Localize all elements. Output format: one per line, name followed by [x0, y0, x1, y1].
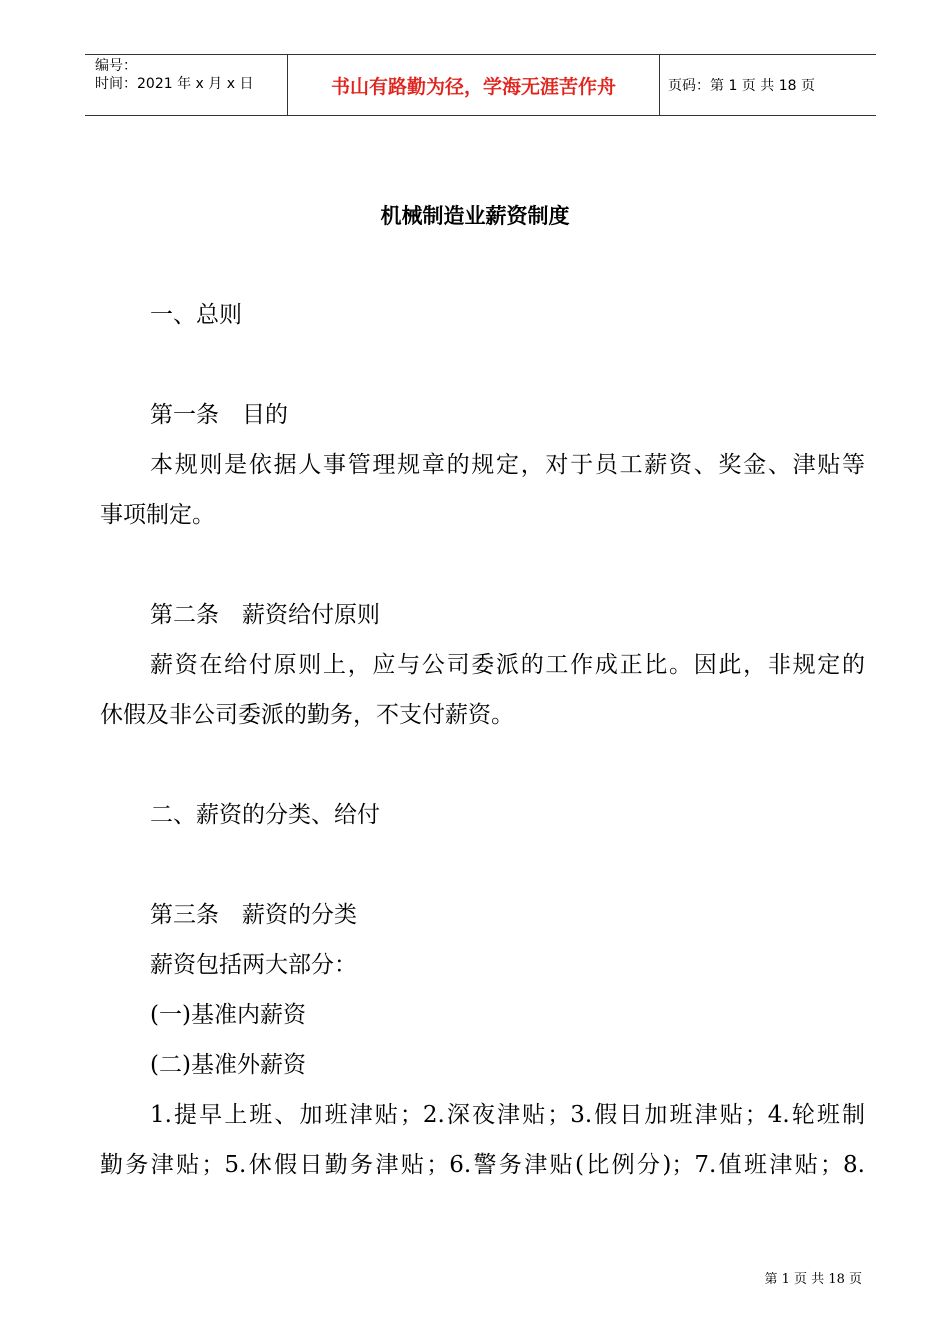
- list-item: (二)基准外薪资: [150, 1052, 306, 1078]
- section-heading: 一、总则: [150, 302, 242, 328]
- page-footer: 第 1 页 共 18 页: [764, 1272, 862, 1287]
- header-number-label: 编号：: [95, 58, 137, 74]
- paragraph-line: 薪资在给付原则上，应与公司委派的工作成正比。因此，非规定的: [150, 652, 865, 678]
- header-divider: [659, 55, 660, 115]
- document-title: 机械制造业薪资制度: [380, 203, 570, 228]
- article-title: 第一条 目的: [150, 402, 288, 428]
- paragraph-line: 1.提早上班、加班津贴；2.深夜津贴；3.假日加班津贴；4.轮班制: [150, 1102, 865, 1128]
- paragraph-line: 事项制定。: [100, 502, 215, 528]
- page-header: [85, 54, 876, 116]
- header-meta: [95, 57, 253, 93]
- header-page-info: 页码：第 1 页 共 18 页: [668, 78, 815, 94]
- paragraph-line: 休假及非公司委派的勤务，不支付薪资。: [100, 702, 514, 728]
- header-motto: 书山有路勤为径，学海无涯苦作舟: [330, 75, 616, 98]
- header-time-label: 时间：2021 年 x 月 x 日: [95, 76, 254, 92]
- section-heading: 二、薪资的分类、给付: [150, 802, 380, 828]
- article-title: 第二条 薪资给付原则: [150, 602, 380, 628]
- paragraph-line: 薪资包括两大部分：: [150, 952, 357, 978]
- article-title: 第三条 薪资的分类: [150, 902, 357, 928]
- paragraph-line: 勤务津贴；5.休假日勤务津贴；6.警务津贴(比例分)；7.值班津贴；8.: [100, 1152, 865, 1178]
- list-item: (一)基准内薪资: [150, 1002, 306, 1028]
- document-body: [100, 290, 865, 1190]
- paragraph-line: 本规则是依据人事管理规章的规定，对于员工薪资、奖金、津贴等: [150, 452, 865, 478]
